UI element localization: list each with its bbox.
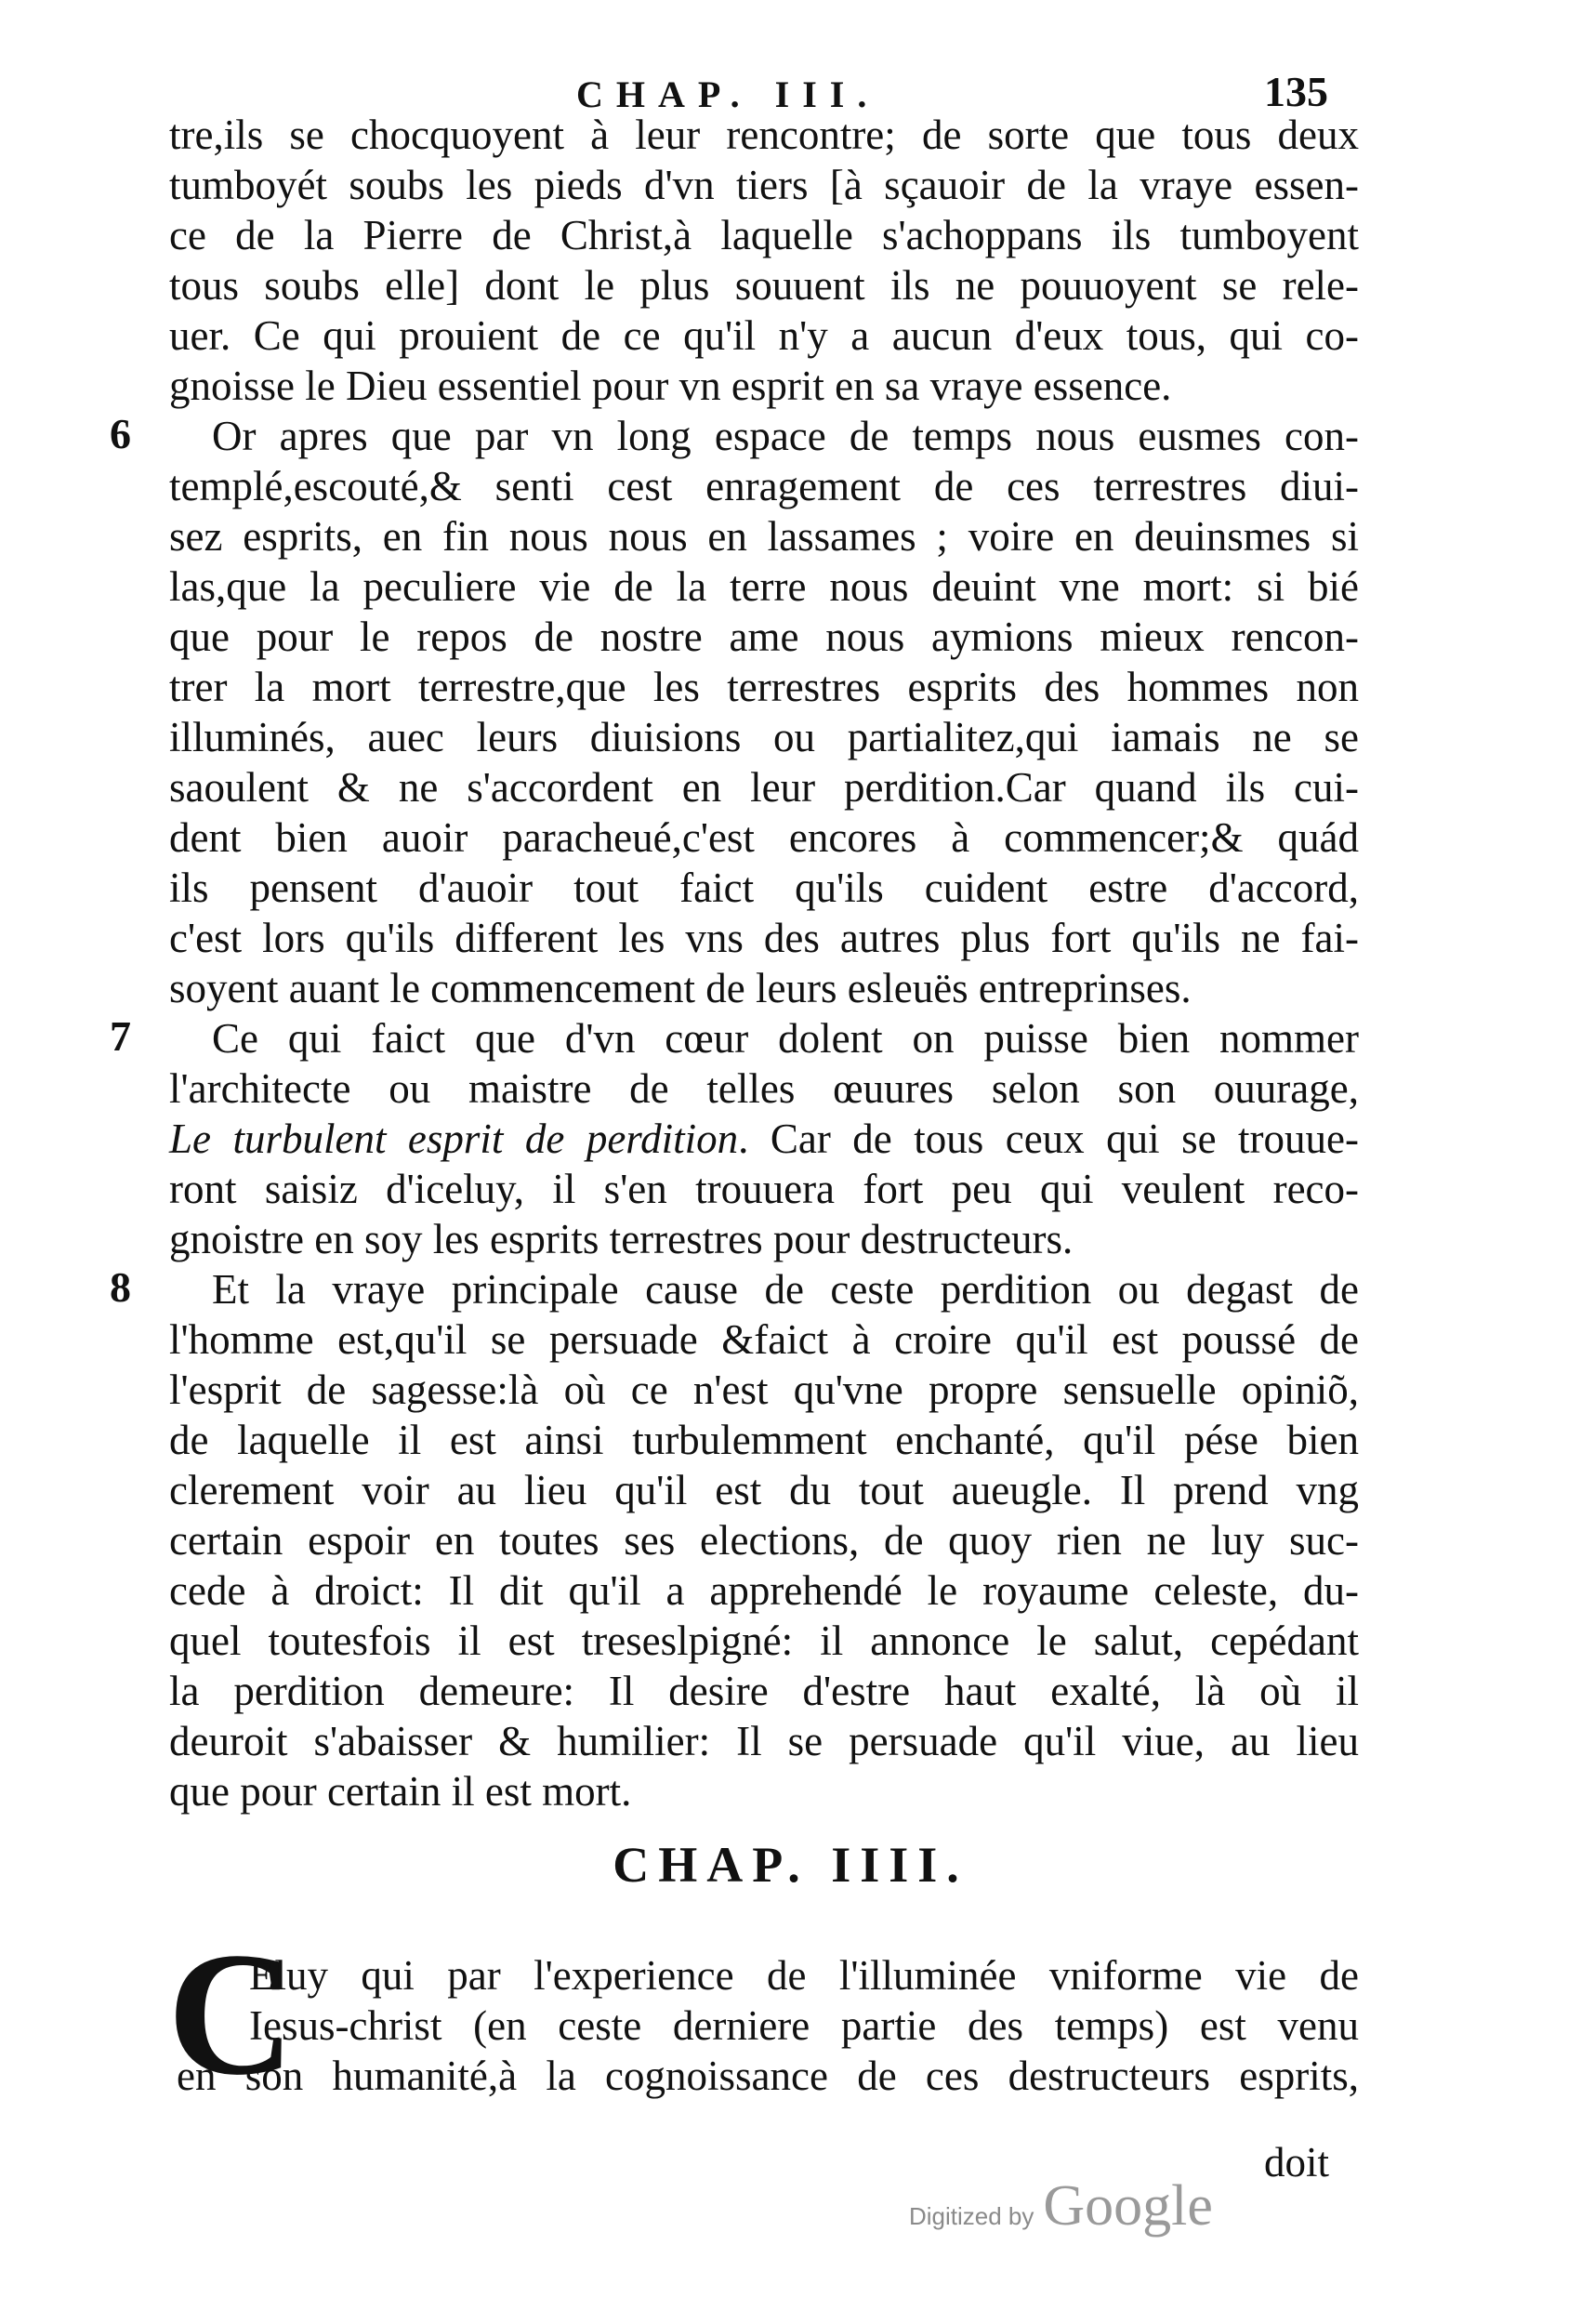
text-line: la perdition demeure: Il desire d'estre haut exalté, là où il [169, 1668, 1359, 1714]
text-line: deuroit s'abaisser & humilier: Il se persuade qu'il viue, au lieu [169, 1718, 1359, 1764]
watermark-prefix: Digitized by [909, 2202, 1034, 2230]
text-line: saoulent & ne s'accordent en leur perdition.Car quand ils cui- [169, 764, 1359, 811]
text-line: c'est lors qu'ils different les vns des autres plus fort qu'ils ne fai- [169, 915, 1359, 961]
text-line: l'architecte ou maistre de telles œuures selon son ouurage, [169, 1065, 1359, 1112]
text-line: ce de la Pierre de Christ,à laquelle s'achoppans ils tumboyent [169, 212, 1359, 258]
google-logo: Google [1043, 2174, 1213, 2238]
text-line: certain espoir en toutes ses elections, de quoy rien ne luy suc- [169, 1517, 1359, 1564]
running-head: CHAP. III. [576, 73, 880, 115]
text-line: tous soubs elle] dont le plus souuent ils ne pouuoyent se rele- [169, 262, 1359, 309]
text-line: gnoistre en soy les esprits terrestres pour destructeurs. [169, 1216, 1074, 1262]
text-line: l'esprit de sagesse:là où ce n'est qu'vne propre sensuelle opiniõ, [169, 1367, 1359, 1413]
text-line: que pour le repos de nostre ame nous aymions mieux rencon- [169, 614, 1359, 660]
verse-number-6: 6 [110, 410, 131, 457]
text-line: Iesus-christ (en ceste derniere partie des temps) est venu [249, 2002, 1359, 2049]
text-line: las,que la peculiere vie de la terre nous deuint vne mort: si bié [169, 563, 1359, 610]
verse-number-8: 8 [110, 1263, 131, 1311]
text-line: tumboyét soubs les pieds d'vn tiers [à sçauoir de la vraye essen- [169, 162, 1359, 208]
text-line: clerement voir au lieu qu'il est du tout aueugle. Il prend vng [169, 1467, 1359, 1513]
text-line: Et la vraye principale cause de ceste perdition ou degast de [212, 1266, 1359, 1313]
text-line: en son humanité,à la cognoissance de ces destructeurs esprits, [177, 2053, 1359, 2099]
text-line: cede à droict: Il dit qu'il a apprehendé le royaume celeste, du- [169, 1567, 1359, 1614]
text-line: l'homme est,qu'il se persuade &faict à croire qu'il est poussé de [169, 1316, 1359, 1363]
text-line: uer. Ce qui prouient de ce qu'il n'y a aucun d'eux tous, qui co- [169, 312, 1359, 359]
page-number: 135 [1264, 68, 1328, 115]
text-line: ront saisiz d'iceluy, il s'en trouuera fort peu qui veulent reco- [169, 1166, 1359, 1212]
text-line: quel toutesfois il est treseslpigné: il annonce le salut, cepédant [169, 1618, 1359, 1664]
text-line: trer la mort terrestre,que les terrestres esprits des hommes non [169, 664, 1359, 710]
text-line: tre,ils se chocquoyent à leur rencontre; de sorte que tous deux [169, 112, 1359, 158]
text-line: ils pensent d'auoir tout faict qu'ils cuident estre d'accord, [169, 865, 1359, 911]
drop-cap: C [167, 1917, 296, 2112]
verse-number-7: 7 [110, 1012, 131, 1060]
text-line: sez esprits, en fin nous nous en lassames ; voire en deuinsmes si [169, 513, 1359, 560]
catchword: doit [1264, 2139, 1330, 2185]
text-line: dent bien auoir paracheué,c'est encores à commencer;& quád [169, 814, 1359, 861]
text-line: soyent auant le commencement de leurs esleuës entreprinses. [169, 965, 1192, 1011]
text-line: Ce qui faict que d'vn cœur dolent on puisse bien nommer [212, 1015, 1359, 1062]
text-line: que pour certain il est mort. [169, 1768, 632, 1815]
italic-phrase: Le turbulent esprit de perdition [169, 1116, 739, 1162]
text-line: templé,escouté,& senti cest enragement de ces terrestres diui- [169, 463, 1359, 509]
chapter-heading: CHAP. IIII. [613, 1837, 968, 1893]
text-line: Eluy qui par l'experience de l'illuminée vniforme vie de [249, 1952, 1359, 1999]
text-line: Or apres que par vn long espace de temps nous eusmes con- [212, 413, 1359, 459]
text-line: illuminés, auec leurs diuisions ou partialitez,qui iamais ne se [169, 714, 1359, 760]
text-line: Le turbulent esprit de perdition. Car de tous ceux qui se trouue- [169, 1116, 1359, 1162]
text-line: de laquelle il est ainsi turbulemment enchanté, qu'il pése bien [169, 1417, 1359, 1463]
text-line: gnoisse le Dieu essentiel pour vn esprit en sa vraye essence. [169, 363, 1172, 409]
digitized-watermark [909, 2173, 1213, 2239]
